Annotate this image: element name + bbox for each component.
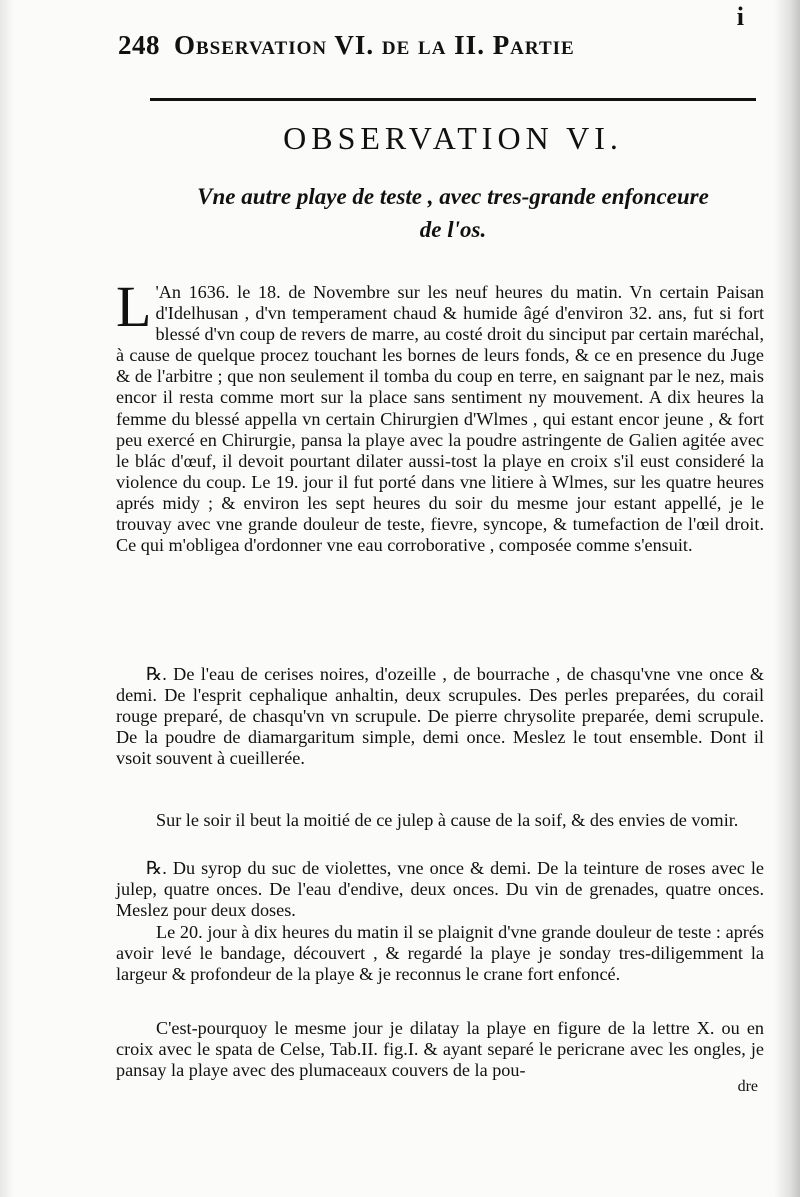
paragraph-3: [116, 922, 764, 985]
paragraph-1: [116, 274, 764, 556]
recipe-2: [116, 858, 764, 921]
recipe-1-text: ℞. De l'eau de cerises noires, d'ozeille , de bourrache , de chasqu'vne vne once & demi. De l'esprit cephalique anhaltin, deux scrupules. Des perles preparées, du corail rouge preparé, de chasqu'vn vn scrupule. De pierre chrysolite preparée, demi scrupule. De la poudre de diamargaritum simple, demi once. Meslez le tout ensemble. Dont il vsoit souvent à cueillerée.: [116, 664, 764, 769]
header-rule: [150, 98, 756, 101]
page-edge-shadow: [774, 0, 800, 1197]
paragraph-2: [116, 810, 764, 831]
paragraph-1-text: 'An 1636. le 18. de Novembre sur les neuf heures du matin. Vn certain Paisan d'Idelhusan , d'vn temperament chaud & humide âgé d'environ 32. ans, fut si fort blessé d'vn coup de revers de marre, au costé droit du sinciput par certain maréchal, à cause de quelque procez touchant les bornes de leurs fonds, & ce en presence du Juge & de l'arbitre ; que non seulement il tomba du coup en terre, en saignant par le nez, mais encor il resta comme mort sur la place sans sentiment ny mouvement. A dix heures la femme du blessé appella vn certain Chirurgien d'Wlmes , qui estant encor jeune , & fort peu exercé en Chirurgie, pansa la playe avec la poudre astringente de Galien agitée avec le blác d'œuf, il devoit pourtant dilater aussi-tost la playe en croix s'il eust consideré la violence du coup. Le 19. jour il fut porté dans vne litiere à Wlmes, sur les quatre heures aprés midy ; & environ les sept heures du soir du mesme jour estant appellé, je le trouvay avec vne grande douleur de teste, fievre, syncope, & tumefaction de l'œil droit. Ce qui m'obligea d'ordonner vne eau corroborative , composée comme s'ensuit.: [116, 282, 764, 556]
paragraph-4-text: C'est-pourquoy le mesme jour je dilatay la playe en figure de la lettre X. ou en croix avec le spata de Celse, Tab.II. fig.I. & ayant separé le pericrane avec les ongles, je pansay la playe avec des plumaceaux couvers de la pou-: [116, 1018, 764, 1081]
page-gutter-shadow: [0, 0, 14, 1197]
observation-title: OBSERVATION VI.: [283, 120, 623, 156]
paragraph-3-text: Le 20. jour à dix heures du matin il se plaignit d'vne grande douleur de teste : aprés avoir levé le bandage, découvert , & regardé la playe je sonday tres-diligemment la largeur & profondeur de la playe & je reconnus le crane fort enfoncé.: [116, 922, 764, 985]
corner-mark: i: [736, 2, 744, 31]
running-head: [118, 30, 758, 74]
recipe-1: [116, 664, 764, 769]
page-number: 248: [118, 30, 160, 60]
paragraph-4: [116, 1018, 764, 1081]
catchword: dre: [737, 1078, 758, 1095]
drop-cap: L: [116, 274, 152, 339]
recipe-2-text: ℞. Du syrop du suc de violettes, vne once & demi. De la teinture de roses avec le julep, quatre onces. De l'eau d'endive, deux onces. Du vin de grenades, quatre onces. Meslez pour deux doses.: [116, 858, 764, 921]
observation-subtitle: [150, 180, 756, 246]
subtitle-line-2: de l'os.: [419, 217, 487, 242]
paragraph-2-text: Sur le soir il beut la moitié de ce julep à cause de la soif, & des envies de vomir.: [156, 810, 739, 830]
subtitle-line-1: Vne autre playe de teste , avec tres-grande enfonceure: [197, 184, 709, 209]
running-head-title: Observation VI. de la II. Partie: [174, 30, 575, 60]
